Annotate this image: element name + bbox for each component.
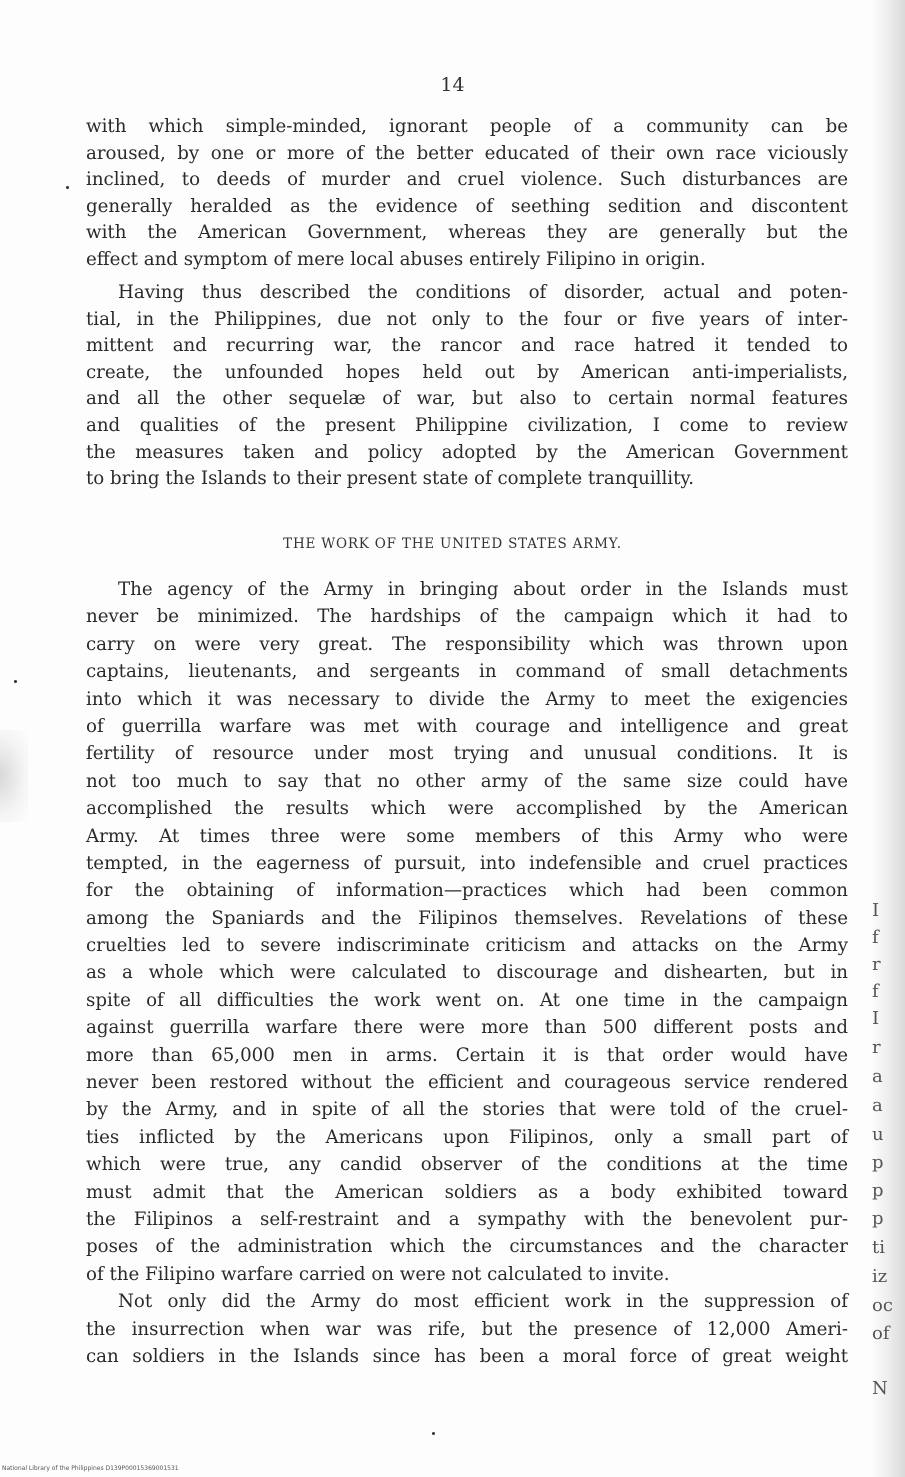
text-line: tial, in the Philippines, due not only to the four or five years of inter- <box>86 308 848 330</box>
text-line: must admit that the American soldiers as a body exhibited toward <box>86 1181 848 1203</box>
margin-fragment: f <box>872 927 879 948</box>
margin-fragment: p <box>872 1208 884 1229</box>
text-line: and all the other sequelæ of war, but also to certain normal features <box>86 388 848 410</box>
text-line: which were true, any candid observer of the conditions at the time <box>86 1154 848 1176</box>
text-line: the insurrection when war was rife, but the presence of 12,000 Ameri- <box>86 1318 848 1340</box>
text-line: into which it was necessary to divide the Army to meet the exigencies <box>86 688 848 710</box>
text-line: never been restored without the efficient and courageous service rendered <box>86 1072 848 1094</box>
text-line: among the Spaniards and the Filipinos themselves. Revelations of these <box>86 907 848 929</box>
text-line: the measures taken and policy adopted by the American Government <box>86 441 848 463</box>
text-line: as a whole which were calculated to discourage and dishearten, but in <box>86 962 848 984</box>
text-line: of guerrilla warfare was met with courage and intelligence and great <box>86 715 848 737</box>
text-line: Having thus described the conditions of disorder, actual and poten- <box>118 282 848 303</box>
text-line: create, the unfounded hopes held out by American anti-imperialists, <box>86 361 848 383</box>
margin-fragment: r <box>872 1037 881 1058</box>
paragraph-2 <box>86 280 848 493</box>
text-line: The agency of the Army in bringing about order in the Islands must <box>118 579 848 600</box>
page-edge-stain <box>0 730 28 822</box>
text-line: can soldiers in the Islands since has been a moral force of great weight <box>86 1345 848 1367</box>
margin-fragment: iz <box>872 1266 888 1287</box>
text-line: against guerrilla warfare there were more than 500 different posts and <box>86 1017 848 1039</box>
text-line: not too much to say that no other army of the same size could have <box>86 770 848 792</box>
margin-fragment: r <box>872 954 881 975</box>
margin-fragment: I <box>872 900 880 921</box>
ink-speck <box>66 186 69 189</box>
text-line: poses of the administration which the circumstances and the character <box>86 1236 848 1258</box>
text-line: spite of all difficulties the work went on. At one time in the campaign <box>86 989 848 1011</box>
footer-stamp: National Library of the Philippines D139P00015369001531 <box>2 1465 179 1472</box>
margin-fragment: u <box>872 1124 884 1145</box>
text-line: mittent and recurring war, the rancor and race hatred it tended to <box>86 335 848 357</box>
section-heading: THE WORK OF THE UNITED STATES ARMY. <box>283 536 622 552</box>
text-line: effect and symptom of mere local abuses entirely Filipino in origin. <box>86 248 706 270</box>
text-line: fertility of resource under most trying and unusual conditions. It is <box>86 743 848 765</box>
ink-speck <box>14 680 17 683</box>
margin-fragment: oc <box>872 1295 893 1316</box>
text-line: the Filipinos a self-restraint and a sympathy with the benevolent pur- <box>86 1208 848 1230</box>
text-line: with which simple-minded, ignorant people of a community can be <box>86 116 848 137</box>
text-line: to bring the Islands to their present state of complete tranquillity. <box>86 468 695 490</box>
margin-fragment: f <box>872 981 879 1002</box>
text-line: cruelties led to severe indiscriminate criticism and attacks on the Army <box>86 935 848 957</box>
ink-speck <box>432 1432 435 1435</box>
page-number: 14 <box>440 74 465 96</box>
margin-fragment: a <box>872 1066 883 1087</box>
text-line: captains, lieutenants, and sergeants in command of small detachments <box>86 661 848 683</box>
margin-fragment: p <box>872 1180 884 1201</box>
text-line: more than 65,000 men in arms. Certain it is that order would have <box>86 1044 848 1066</box>
text-line: generally heralded as the evidence of seething sedition and discontent <box>86 195 848 217</box>
text-line: by the Army, and in spite of all the stories that were told of the cruel- <box>86 1099 848 1121</box>
text-line: never be minimized. The hardships of the campaign which it had to <box>86 606 848 628</box>
margin-fragment: I <box>872 1008 880 1029</box>
text-line: aroused, by one or more of the better educated of their own race viciously <box>86 142 848 164</box>
text-line: and qualities of the present Philippine civilization, I come to review <box>86 414 848 436</box>
text-line: tempted, in the eagerness of pursuit, into indefensible and cruel practices <box>86 852 848 874</box>
paragraph-3 <box>86 576 848 1370</box>
margin-fragment: of <box>872 1323 890 1344</box>
text-line: with the American Government, whereas they are generally but the <box>86 222 848 244</box>
text-line: inclined, to deeds of murder and cruel violence. Such disturbances are <box>86 169 848 191</box>
text-line: carry on were very great. The responsibility which was thrown upon <box>86 633 848 655</box>
text-line: of the Filipino warfare carried on were not calculated to invite. <box>86 1263 670 1285</box>
margin-fragment: a <box>872 1095 883 1116</box>
text-line: ties inflicted by the Americans upon Filipinos, only a small part of <box>86 1126 848 1148</box>
text-line: accomplished the results which were accomplished by the American <box>86 798 848 820</box>
text-line: Not only did the Army do most efficient work in the suppression of <box>118 1291 848 1313</box>
text-line: Army. At times three were some members of this Army who were <box>86 825 848 847</box>
margin-fragment: p <box>872 1152 884 1173</box>
text-line: for the obtaining of information—practices which had been common <box>86 880 848 902</box>
margin-fragment: N <box>872 1378 888 1399</box>
margin-fragment: ti <box>872 1237 885 1258</box>
paragraph-1 <box>86 114 848 274</box>
